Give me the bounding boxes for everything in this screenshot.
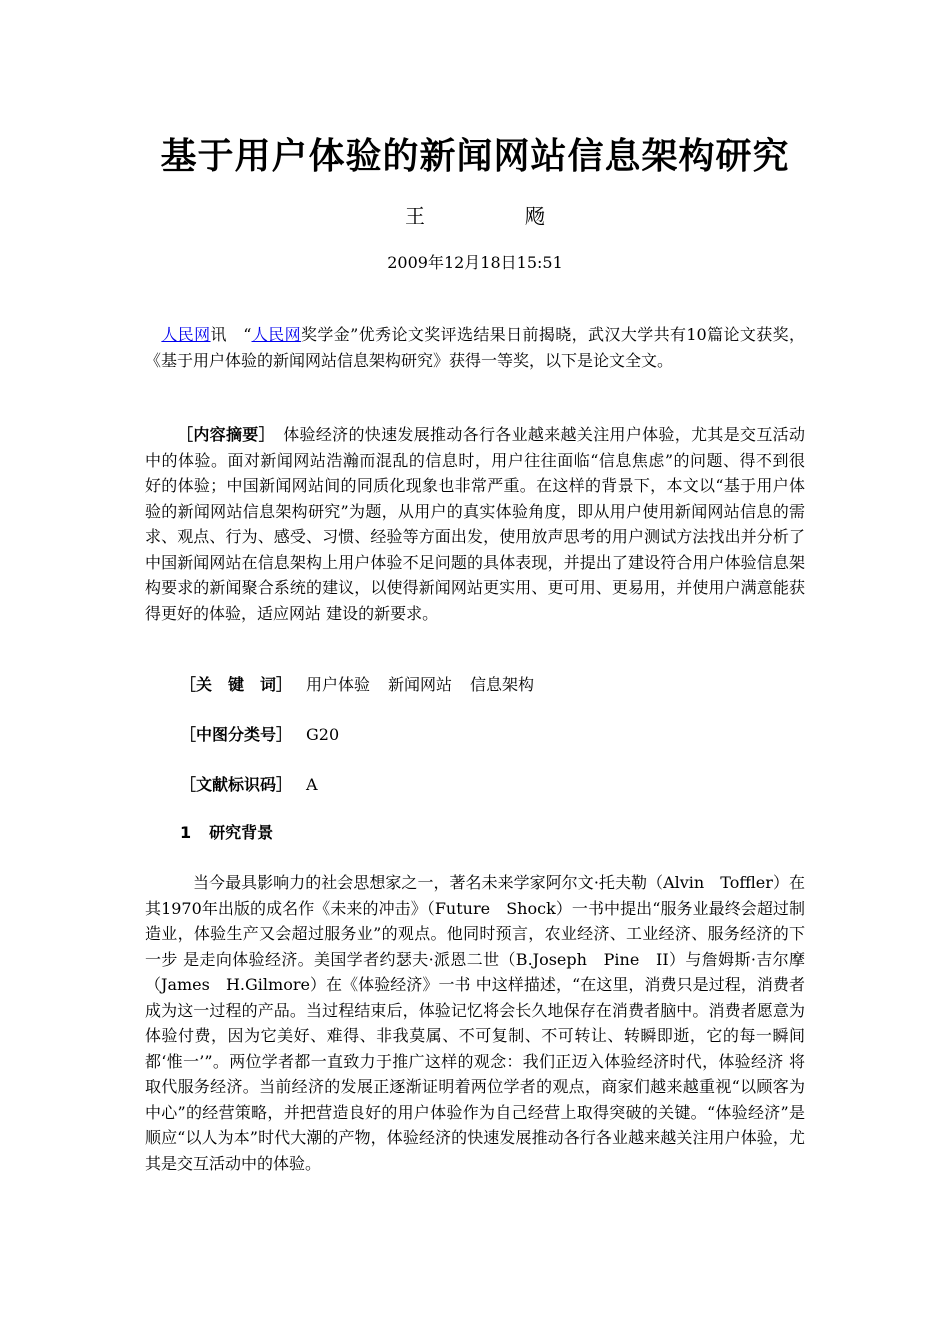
doc-code-row	[180, 772, 318, 797]
classification-label: ［中图分类号］	[180, 725, 293, 744]
keywords-label: ［关 键 词］	[180, 675, 293, 694]
doc-code-value: A	[306, 775, 318, 794]
keyword-item: 用户体验	[306, 675, 371, 694]
article-date: 2009年12月18日15:51	[387, 253, 563, 272]
keyword-item: 新闻网站	[388, 675, 453, 694]
article-title: 基于用户体验的新闻网站信息架构研究	[160, 136, 790, 177]
body-paragraph: 当今最具影响力的社会思想家之一，著名未来学家阿尔文·托夫勒（Alvin Toffler）在其1970年出版的成名作《未来的冲击》（Future Shock）一书中提出“服务业最终会超过制造业，体验生产又会超过服务业”的观点。他同时预言，农业经济、工业经济、服务经济的下一步 是走向体验经济。美国学者约瑟夫·派恩二世（B.Joseph Pine II）与詹姆斯·吉尔摩（James H.Gilmore）在《体验经济》一书 中这样描述，“在这里，消费只是过程，消费者成为这一过程的产品。当过程结束后，体验记忆将会长久地保存在消费者脑中。消费者愿意为体验付费，因为它美好、难得、非我莫属、不可复制、不可转让、转瞬即逝，它的每一瞬间都‘惟一’”。两位学者都一直致力于推广这样的观念：我们正迈入体验经济时代，体验经济 将取代服务经济。当前经济的发展正逐渐证明着两位学者的观点，商家们越来越重视“以顾客为中心”的经营策略，并把营造良好的用户体验作为自己经营上取得突破的关键。“体验经济”是顺应“以人为本”时代大潮的产物，体验经济的快速发展推动各行各业越来越关注用户体验，尤其是交互活动中的体验。	[145, 873, 805, 1173]
keyword-item: 信息架构	[470, 675, 535, 694]
doc-code-label: ［文献标识码］	[180, 775, 293, 794]
people-daily-link-1[interactable]: 人民网	[161, 325, 211, 344]
section-number: 1	[180, 823, 192, 842]
article-author	[0, 200, 950, 229]
intro-text-1: 讯 “	[210, 325, 252, 344]
abstract-text: 体验经济的快速发展推动各行各业越来越关注用户体验，尤其是交互活动中的体验。面对新闻网站浩瀚而混乱的信息时，用户往往面临“信息焦虑”的问题、得不到很 好的体验；中国新闻网站间的同质化现象也非常严重。在这样的背景下，本文以“基于用户体验的新闻网站信息架构研究”为题，从用户的真实体验角度，即从用户使用新闻网站信息的需求、观点、行为、感受、习惯、经验等方面出发，使用放声思考的用户测试方法找出并分析了中国新闻网站在信息架构上用户体验不足问题的具体表现，并提出了建设符合用户体验信息架构要求的新闻聚合系统的建议，以使得新闻网站更实用、更可用、更易用，并使用户满意能获得更好的体验，适应网站 建设的新要求。	[145, 425, 805, 623]
author-first-char: 王	[405, 204, 425, 228]
author-last-char: 飏	[525, 204, 545, 228]
keywords-row	[180, 672, 552, 697]
section-heading	[180, 820, 273, 843]
classification-value: G20	[306, 725, 340, 744]
people-daily-link-2[interactable]: 人民网	[251, 325, 302, 344]
classification-row	[180, 722, 339, 747]
abstract-label: ［内容摘要］	[177, 425, 267, 444]
intro-text-2: 奖学金”优秀论文奖评选结果日前揭晓，武汉大学共有10篇论文获奖，《基于用户体验的新闻网站信息架构研究》获得一等奖，以下是论文全文。	[145, 325, 805, 370]
section-title: 研究背景	[209, 823, 274, 842]
intro-paragraph: ​ 人民网讯 “人民网奖学金”优秀论文奖评选结果日前揭晓，武汉大学共有10篇论文获奖，《基于用户体验的新闻网站信息架构研究》获得一等奖，以下是论文全文。	[145, 325, 805, 370]
abstract-paragraph	[145, 422, 805, 626]
